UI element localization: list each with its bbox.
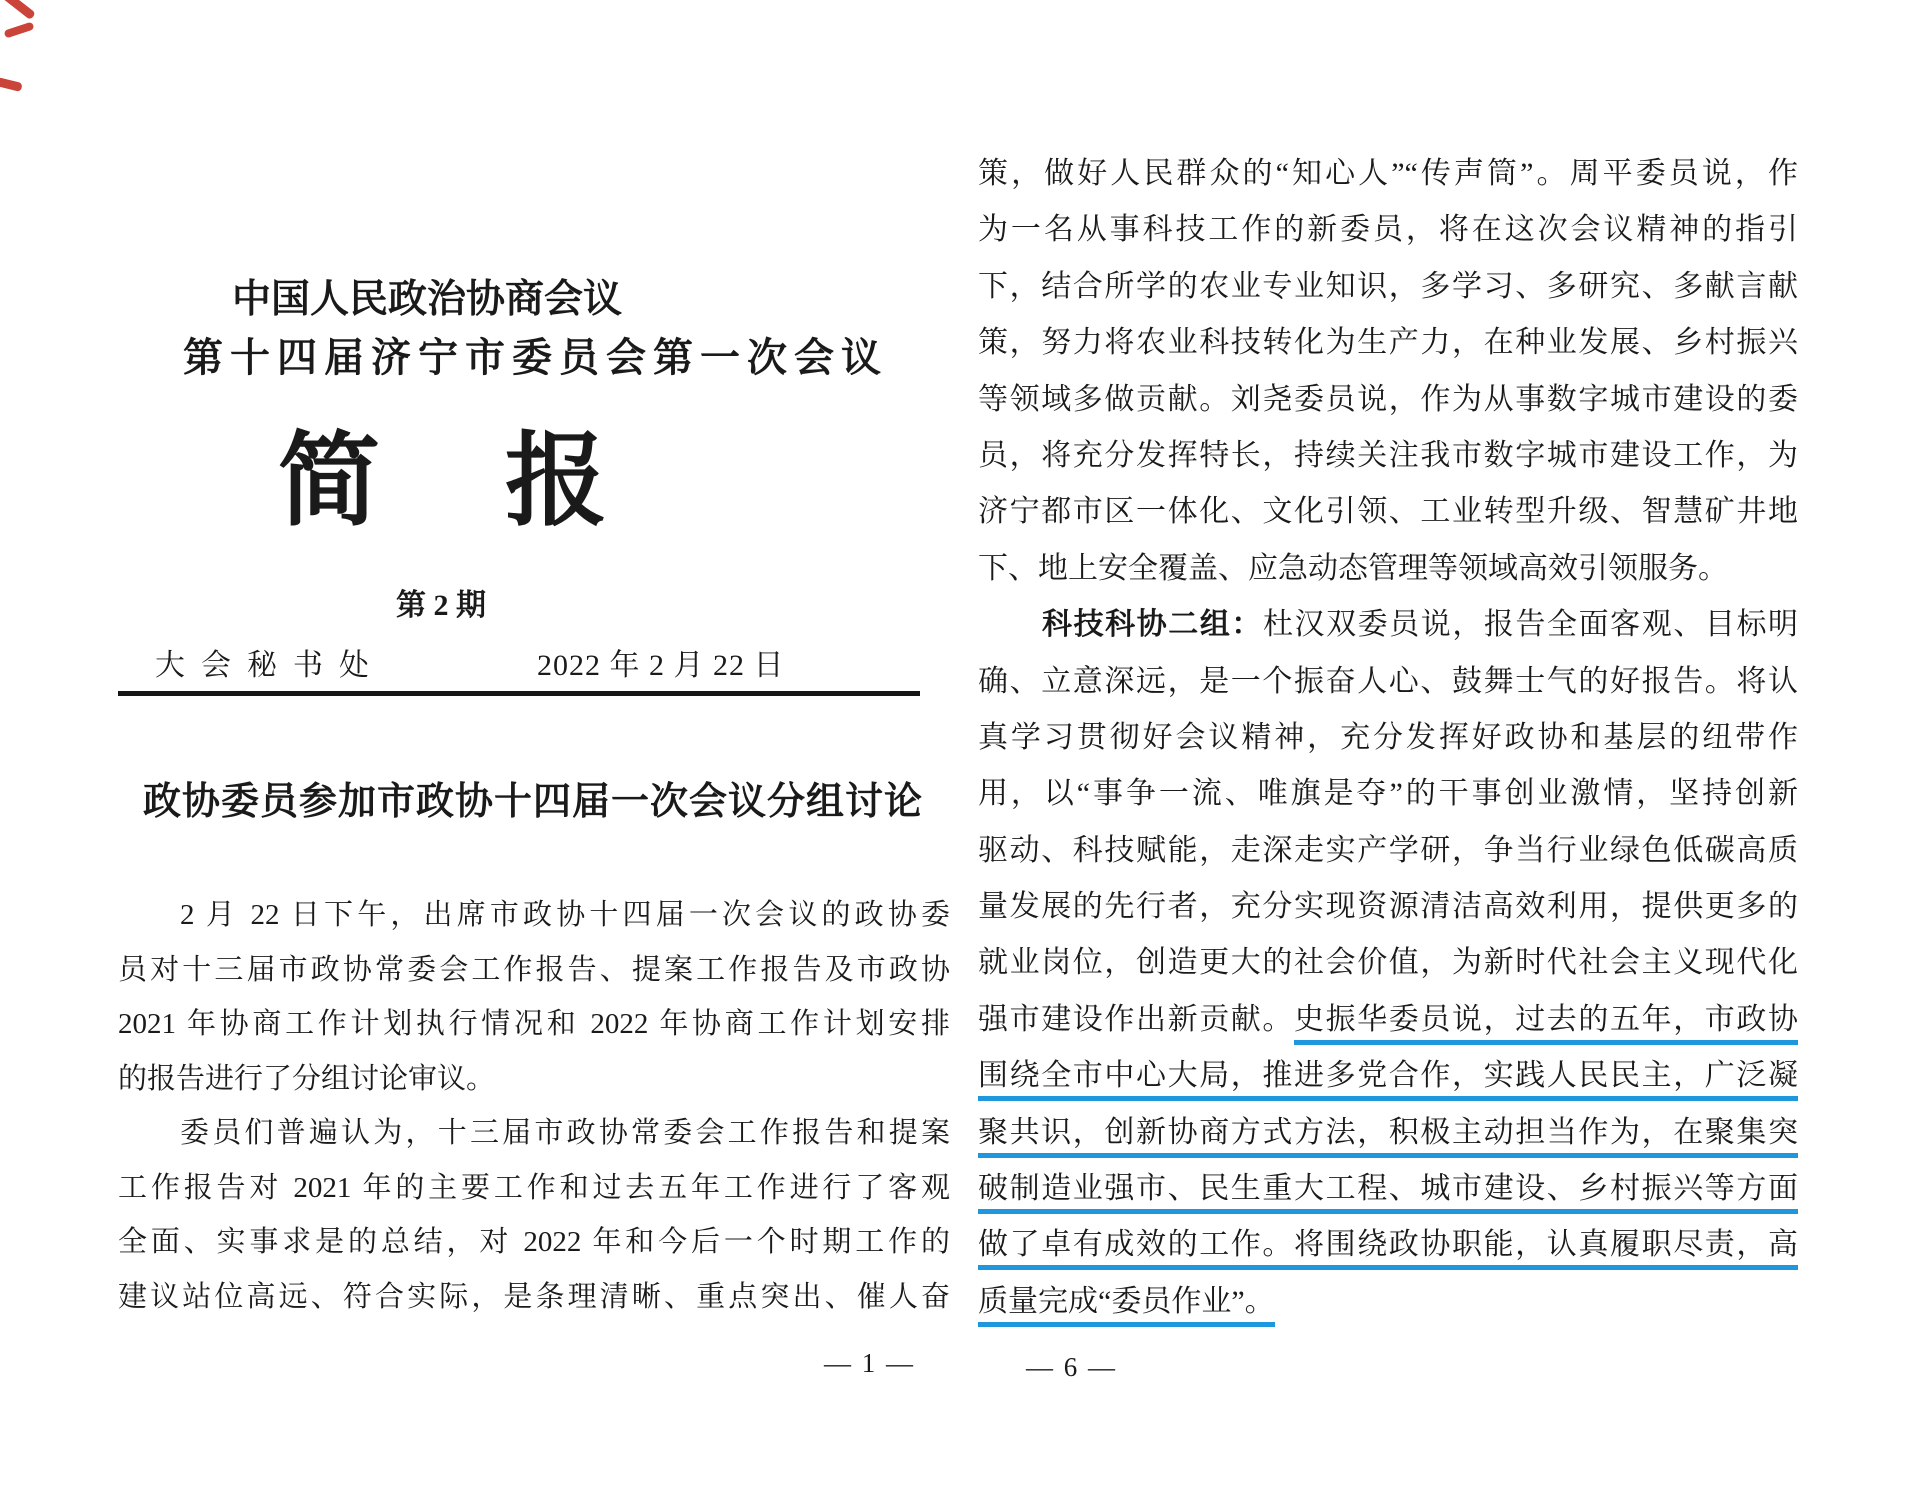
text-segment: 就业岗位，创造更大的社会价值，为新时代社会主义现代化 xyxy=(978,946,1798,980)
masthead-divider-rule xyxy=(118,691,920,696)
text-line xyxy=(978,992,1798,1048)
organization-title-line2: 第十四届济宁市委员会第一次会议 xyxy=(183,335,888,380)
text-segment: 策，做好人民群众的“知心人”“传声筒”。周平委员说，作 xyxy=(978,157,1798,190)
text-segment: 员，将充分发挥特长，持续关注我市数字城市建设工作，为 xyxy=(978,438,1798,472)
text-line xyxy=(118,888,950,943)
right-page-body-text xyxy=(978,146,1798,1330)
organization-title-line1: 中国人民政治协商会议 xyxy=(232,278,623,321)
text-segment: 真学习贯彻好会议精神，充分发挥好政协和基层的纽带作 xyxy=(978,720,1798,754)
text-segment: 2021 年协商工作计划执行情况和 2022 年协商工作计划安排 xyxy=(118,1008,950,1040)
issue-date: 2022 年 2 月 22 日 xyxy=(537,649,785,682)
text-line xyxy=(118,1106,950,1161)
text-line xyxy=(118,1161,950,1216)
text-line xyxy=(978,654,1798,710)
masthead-character-bao: 报 xyxy=(505,421,607,541)
text-line xyxy=(978,372,1798,428)
text-segment: 驱动、科技赋能，走深走实产学研，争当行业绿色低碳高质 xyxy=(978,833,1798,867)
text-segment: 杜汉双委员说，报告全面客观、目标明 xyxy=(1262,608,1799,642)
text-line xyxy=(978,1048,1798,1104)
text-line xyxy=(978,1274,1798,1330)
blue-underlined-text: 破制造业强市、民生重大工程、城市建设、乡村振兴等方面 xyxy=(978,1172,1798,1214)
text-line xyxy=(978,202,1798,258)
text-line xyxy=(118,1052,950,1107)
text-segment: 的报告进行了分组讨论审议。 xyxy=(118,1062,496,1095)
text-line xyxy=(978,597,1798,653)
issuer-secretariat: 大会秘书处 xyxy=(155,649,385,682)
red-pen-scan-artifact xyxy=(0,0,36,20)
text-line xyxy=(978,428,1798,484)
text-line xyxy=(118,1215,950,1270)
blue-underlined-text: 围绕全市中心大局，推进多党合作，实践人民民主，广泛凝 xyxy=(978,1059,1798,1101)
text-segment: 全面、实事求是的总结，对 2022 年和今后一个时期工作的 xyxy=(118,1226,950,1258)
text-segment: 建议站位高远、符合实际，是条理清晰、重点突出、催人奋 xyxy=(118,1280,950,1313)
text-line xyxy=(978,1161,1798,1217)
page-number-left: — 1 — xyxy=(824,1348,915,1378)
masthead-character-jian: 简 xyxy=(278,421,380,541)
text-segment: 工作报告对 2021 年的主要工作和过去五年工作进行了客观 xyxy=(118,1171,950,1204)
text-segment: 下、地上安全覆盖、应急动态管理等领域高效引领服务。 xyxy=(978,551,1728,585)
text-line xyxy=(978,1105,1798,1161)
blue-underlined-text: 聚共识，创新协商方式方法，积极主动担当作为，在聚集突 xyxy=(978,1116,1798,1158)
text-segment: 强市建设作出新贡献。 xyxy=(978,1002,1294,1036)
blue-underlined-text: 质量完成“委员作业”。 xyxy=(978,1285,1275,1327)
text-segment: 科技科协二组： xyxy=(1042,608,1263,642)
text-segment: 用，以“事争一流、唯旗是夺”的干事创业激情，坚持创新 xyxy=(978,777,1798,811)
text-line xyxy=(978,315,1798,371)
text-line xyxy=(978,1217,1798,1273)
text-line xyxy=(978,710,1798,766)
text-line xyxy=(978,879,1798,935)
text-line xyxy=(978,484,1798,540)
text-line xyxy=(978,146,1798,202)
text-segment: 委员们普遍认为，十三届市政协常委会工作报告和提案 xyxy=(180,1117,950,1149)
red-pen-scan-artifact xyxy=(0,77,23,92)
text-line xyxy=(118,1270,950,1325)
red-pen-scan-artifact xyxy=(3,22,34,39)
text-line xyxy=(978,823,1798,879)
text-segment: 员对十三届市政协常委会工作报告、提案工作报告及市政协 xyxy=(118,953,950,986)
text-line xyxy=(978,259,1798,315)
text-line xyxy=(978,541,1798,597)
text-line xyxy=(978,766,1798,822)
text-segment: 等领域多做贡献。刘尧委员说，作为从事数字城市建设的委 xyxy=(978,382,1798,416)
page-number-right: — 6 — xyxy=(1026,1352,1117,1382)
blue-underlined-text: 做了卓有成效的工作。将围绕政协职能，认真履职尽责，高 xyxy=(978,1228,1798,1270)
text-line xyxy=(118,943,950,998)
text-segment: 量发展的先行者，充分实现资源清洁高效利用，提供更多的 xyxy=(978,890,1798,924)
left-page-body-text xyxy=(118,888,950,1324)
text-segment: 下，结合所学的农业专业知识，多学习、多研究、多献言献 xyxy=(978,269,1798,303)
text-line xyxy=(118,997,950,1052)
text-segment: 2 月 22 日下午，出席市政协十四届一次会议的政协委 xyxy=(180,899,950,931)
article-title: 政协委员参加市政协十四届一次会议分组讨论 xyxy=(143,781,924,823)
text-segment: 确、立意深远，是一个振奋人心、鼓舞士气的好报告。将认 xyxy=(978,664,1798,698)
text-segment: 为一名从事科技工作的新委员，将在这次会议精神的指引 xyxy=(978,213,1798,247)
text-segment: 策，努力将农业科技转化为生产力，在种业发展、乡村振兴 xyxy=(978,326,1798,360)
issue-number: 第 2 期 xyxy=(396,589,486,622)
blue-underlined-text: 史振华委员说，过去的五年，市政协 xyxy=(1294,1003,1798,1045)
text-segment: 济宁都市区一体化、文化引领、工业转型升级、智慧矿井地 xyxy=(978,495,1798,529)
text-line xyxy=(978,935,1798,991)
